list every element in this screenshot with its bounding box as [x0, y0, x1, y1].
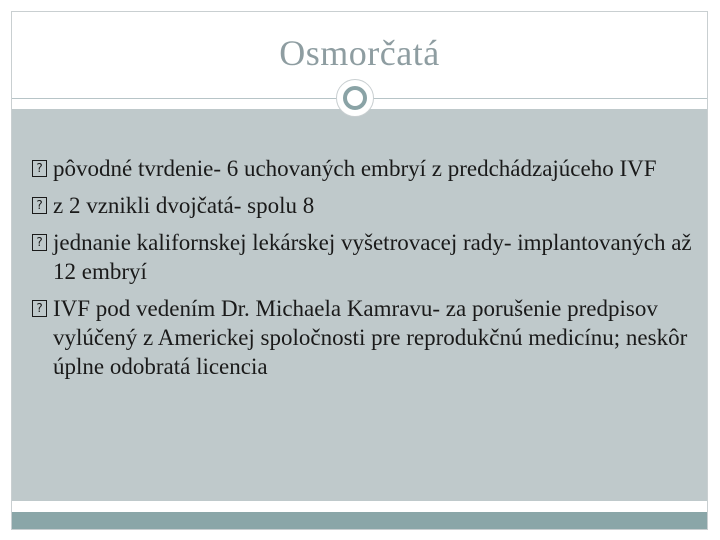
slide-title: Osmorčatá	[279, 33, 440, 73]
slide	[11, 11, 708, 530]
bullet-text: pôvodné tvrdenie- 6 uchovaných embryí z predchádzajúceho IVF	[53, 156, 657, 181]
list-item	[32, 228, 692, 286]
missing-glyph-icon: ?	[32, 160, 47, 177]
bullet-text: z 2 vznikli dvojčatá- spolu 8	[53, 193, 315, 218]
content-panel	[12, 109, 707, 501]
ring-inner	[343, 86, 367, 110]
bullet-text: jednanie kalifornskej lekárskej vyšetrovacej rady- implantovaných až 12 embryí	[53, 230, 692, 284]
list-item	[32, 294, 692, 381]
missing-glyph-icon: ?	[32, 300, 47, 317]
bullet-list	[32, 154, 692, 389]
ring-icon	[336, 79, 374, 117]
bullet-text: IVF pod vedením Dr. Michaela Kamravu- za porušenie predpisov vylúčený z Americkej spoločnosti pre reprodukčnú medicínu; neskôr úplne odobratá licencia	[53, 296, 688, 379]
missing-glyph-icon: ?	[32, 234, 47, 251]
list-item	[32, 154, 692, 183]
bottom-bar	[12, 512, 707, 529]
list-item	[32, 191, 692, 220]
missing-glyph-icon: ?	[32, 197, 47, 214]
